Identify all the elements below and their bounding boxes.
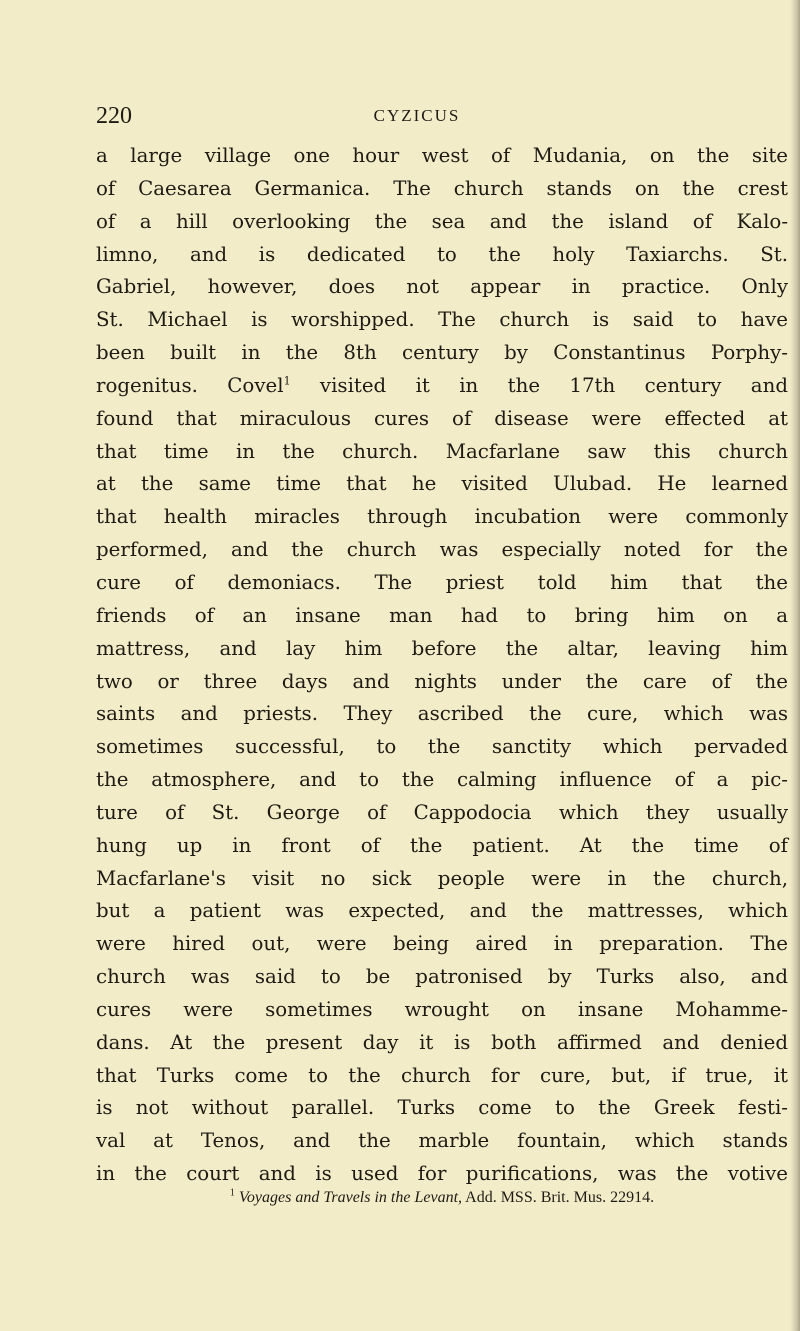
page-edge-shadow: [790, 0, 800, 1331]
text-line-2: of Caesarea Germanica. The church stands on the crest: [96, 176, 788, 200]
text-line-10: that time in the church. Macfarlane saw this church: [96, 439, 788, 463]
text-line-3: of a hill overlooking the sea and the island of Kalo-: [96, 209, 788, 233]
text-line-5: Gabriel, however, does not appear in practice. Only: [96, 275, 788, 299]
body-text: [96, 140, 788, 1191]
footnote-title: Voyages and Travels in the Levant,: [238, 1189, 463, 1206]
text-line-23: Macfarlane's visit no sick people were in the church,: [96, 866, 788, 890]
text-line-4: limno, and is dedicated to the holy Taxiarchs. St.: [96, 242, 788, 266]
footnote-marker: 1: [229, 1187, 235, 1199]
text-line-21: ture of St. George of Cappodocia which they usually: [96, 800, 788, 824]
footnote: [96, 1187, 788, 1209]
text-line-25: were hired out, were being aired in preparation. The: [96, 932, 788, 956]
text-line-28: dans. At the present day it is both affirmed and denied: [96, 1030, 788, 1054]
covel-name: Covel: [227, 373, 284, 397]
text-line-29: that Turks come to the church for cure, but, if true, it: [96, 1063, 788, 1087]
text-line-8-start: rogenitus.: [96, 373, 198, 397]
text-line-22: hung up in front of the patient. At the time of: [96, 833, 788, 857]
text-line-8-end: visited it in the 17th century and: [319, 373, 788, 397]
text-line-1: a large village one hour west of Mudania, on the site: [96, 144, 788, 167]
text-line-18: saints and priests. They ascribed the cure, which was: [96, 702, 788, 726]
text-line-31: val at Tenos, and the marble fountain, which stands: [96, 1129, 788, 1153]
page-number: 220: [96, 103, 132, 129]
text-line-9: found that miraculous cures of disease were effected at: [96, 406, 788, 430]
text-line-7: been built in the 8th century by Constantinus Porphy-: [96, 341, 788, 365]
text-line-26: church was said to be patronised by Turks also, and: [96, 965, 788, 989]
footnote-ref[interactable]: 1: [283, 374, 291, 388]
text-line-11: at the same time that he visited Ulubad. He learned: [96, 472, 788, 496]
text-line-13: performed, and the church was especially noted for the: [96, 538, 788, 562]
text-line-32: in the court and is used for purifications, was the votive: [96, 1162, 788, 1186]
text-line-17: two or three days and nights under the care of the: [96, 669, 788, 693]
text-line-24: but a patient was expected, and the mattresses, which: [96, 899, 788, 923]
text-line-27: cures were sometimes wrought on insane Mohamme-: [96, 997, 788, 1021]
text-line-14: cure of demoniacs. The priest told him that the: [96, 570, 788, 594]
page-header: [0, 98, 800, 134]
text-line-12: that health miracles through incubation were commonly: [96, 505, 788, 529]
text-line-19: sometimes successful, to the sanctity which pervaded: [96, 735, 788, 759]
text-line-6: St. Michael is worshipped. The church is said to have: [96, 308, 788, 332]
text-line-20: the atmosphere, and to the calming influence of a pic-: [96, 768, 788, 792]
text-line-15: friends of an insane man had to bring him on a: [96, 603, 788, 627]
footnote-citation: Add. MSS. Brit. Mus. 22914.: [465, 1189, 655, 1206]
text-line-8: [96, 370, 788, 403]
text-line-30: is not without parallel. Turks come to the Greek festi-: [96, 1096, 788, 1120]
running-head: CYZICUS: [373, 106, 461, 125]
text-line-16: mattress, and lay him before the altar, leaving him: [96, 636, 788, 660]
